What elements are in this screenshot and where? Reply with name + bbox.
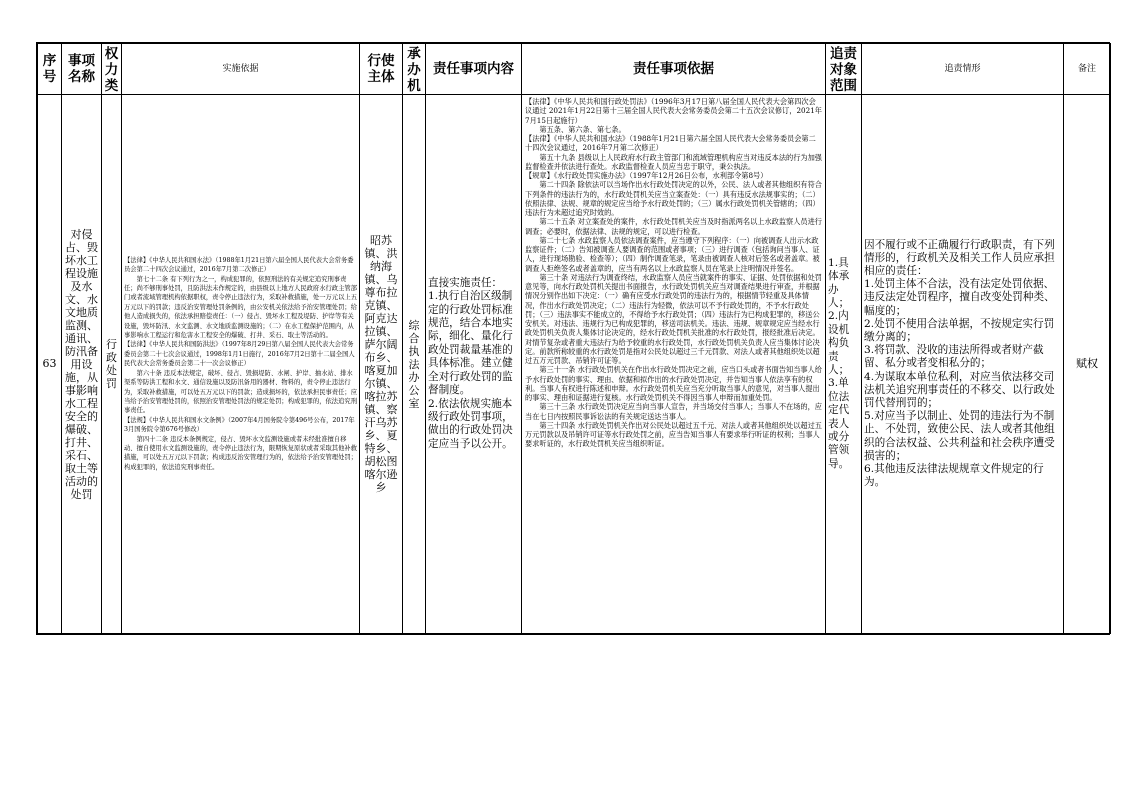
resp-content-line: 2.依法依规实施本级行政处罚事项，做出的行政处罚决定应当予以公开。 [428,397,513,450]
resp-content-line: 直接实施责任： [428,276,503,289]
item-name-text: 对侵占、毁坏水工程设施及水文、水文地质监测、通讯、防汛备用设施，从事影响水工程安全的爆破、打井、采石、取土等活动的处罚 [65,227,98,501]
resp-basis-paragraph: 【法律】《中华人民共和国行政处罚法》（1996年3月17日第八届全国人民代表大会第四次会议通过 2021年1月22日第十三届全国人民代表大会常务委员会第二十五次会议修订，2021年7月15日起施行） [525,97,822,125]
resp-basis-paragraph: 第三十三条 水行政处罚决定应当向当事人宣告，并当场交付当事人；当事人不在场的，应当在七日内按照民事诉讼法的有关规定送达当事人。 [525,402,822,421]
header-remark: 备注 [1064,44,1111,95]
row-basis [122,95,360,634]
basis-paragraph: 【法律】《中华人民共和国防洪法》（1997年8月29日第八届全国人民代表大会常务委员会第二十七次会议通过，1998年1月1日施行，2016年7月2日第十二届全国人民代表大会常务委员会第二十一次会议修正） [124,341,355,368]
pursuit-case-line: 2.处罚不使用合法单据，不按规定实行罚缴分离的； [864,317,1055,343]
pursuit-target-line: 1.具体承办人； [828,256,850,309]
undertaker-text: 综合执法办公室 [408,318,420,410]
resp-basis-paragraph: 第二十四条 除依法可以当场作出水行政处罚决定的以外，公民、法人或者其他组织有符合下列条件的违法行为的，水行政处罚机关应当立案查处：（一）具有违反水法规事实的；（二）依照法律、法规、规章的规定应当给予水行政处罚的；（三）属水行政处罚机关管辖的；（四）违法行为未超过追究时效的。 [525,180,822,217]
resp-basis-paragraph: 【法律】《中华人民共和国水法》（1988年1月21日第六届全国人民代表大会常务委员会第二十四次会议通过，2016年7月第二次修正） [525,134,816,153]
header-seq: 序号 [38,44,62,95]
pursuit-case-line: 1.处罚主体不合法，没有法定处罚依据、违反法定处罚程序，擅自改变处罚种类、幅度的； [864,278,1055,317]
header-row [38,44,1111,95]
resp-content-line: 1.执行自治区级制定的行政处罚标准规范，结合本地实际，细化、量化行政处罚裁量基准的具体标准。建立健全对行政处罚的监督制度。 [428,290,513,397]
resp-basis-paragraph: 第五条、第六条、第七条。 [539,124,626,134]
row-resp-basis [522,95,826,634]
row-item-name [62,95,102,634]
row-seq: 63 [38,95,62,634]
row-power-type [102,95,122,634]
pursuit-case-line: 6.其他违反法律法规规章文件规定的行为。 [864,463,1044,489]
row-pursuit-target [826,95,862,634]
header-resp-basis: 责任事项依据 [522,44,826,95]
header-resp-content: 责任事项内容 [426,44,522,95]
basis-paragraph: 第七十二条 有下列行为之一，构成犯罪的，依照刑法的有关规定追究刑事责任；尚不够刑事处罚，且防洪法未作规定的，由县级以上地方人民政府水行政主管部门或者流域管理机构依据职权，责令停止违法行为，采取补救措施，处一万元以上五万元以下的罚款；违反治安管理处罚条例的，由公安机关依法给予治安管理处罚；给他人造成损失的，依法承担赔偿责任：（一）侵占、毁坏水工程及堤防、护岸等有关设施，毁坏防汛、水文监测、水文地质监测设施的；（二）在水工程保护范围内，从事影响水工程运行和危害水工程安全的爆破、打井、采石、取土等活动的。 [124,275,357,340]
header-basis: 实施依据 [122,44,360,95]
resp-basis-paragraph: 第三十条 对违法行为调查终结，水政监察人员应当就案件的事实、证据、处罚依据和处罚意见等，向水行政处罚机关提出书面报告，水行政处罚机关应当对调查结果进行审查，并根据情况分别作出如下决定：（一）确有应受水行政处罚的违法行为的，根据情节轻重及具体情况，作出水行政处罚决定；（二）违法行为轻微，依法可以不予行政处罚的，不予水行政处罚；（三）违法事实不能成立的，不得给予水行政处罚；（四）违法行为已构成犯罪的，移送公安机关。对违法、违规行为已构成犯罪的，移送司法机关。违法、违规、规章规定应当经水行政处罚机关负责人集体讨论决定的，经水行政处罚机关批准的水行政处罚，报经批准后决定。对情节复杂或者重大违法行为给予较重的水行政处罚，水行政处罚机关负责人应当集体讨论决定。前款所称较重的水行政处罚是指对公民处以超过三千元罚款、对法人或者其他组织处以超过五万元罚款、吊销许可证等。 [525,272,822,365]
table-row [38,95,1111,634]
resp-basis-paragraph: 第三十四条 水行政处罚机关作出对公民处以超过五千元、对法人或者其他组织处以超过五万元罚款以及吊销许可证等水行政处罚之前，应当告知当事人有要求举行听证的权利；当事人要求听证的，水行政处罚机关应当组织听证。 [525,420,822,449]
row-pursuit-cases [862,95,1064,634]
basis-paragraph: 【法律】《中华人民共和国水法》（1988年1月21日第六届全国人民代表大会常务委员会第二十四次会议通过，2016年7月第二次修正） [124,256,354,274]
header-power-type: 权力类 [102,44,122,95]
pursuit-target-line: 2.内设机构负责人； [828,310,850,376]
row-remark: 赋权 [1064,95,1111,634]
resp-basis-paragraph: 第五十九条 县级以上人民政府水行政主管部门和流域管理机构应当对违反本法的行为加强监督检查并依法进行查处。水政监督检查人员应当忠于职守，秉公执法。 [525,152,822,171]
resp-basis-paragraph: 第三十一条 水行政处罚机关在作出水行政处罚决定之前，应当口头或者书面告知当事人给予水行政处罚的事实、理由、依据和拟作出的水行政处罚决定，并告知当事人依法享有的权利。当事人有权进行陈述和申辩。水行政处罚机关应当充分听取当事人的意见，对当事人提出的事实、理由和证据进行复核。水行政处罚机关不得因当事人申辩而加重处罚。 [525,365,822,402]
basis-paragraph: 第六十条 违反本法规定，破坏、侵占、毁损堤防、水闸、护岸、抽水站、排水渠系等防洪工程和水文、通信设施以及防汛备用的器材、物料的，责令停止违法行为，采取补救措施，可以处五万元以下的罚款；造成损坏的，依法承担民事责任；应当给予治安管理处罚的，依照治安管理处罚法的规定处罚；构成犯罪的，依法追究刑事责任。 [124,369,357,415]
row-subject [360,95,403,634]
header-item-name: 事项名称 [62,44,102,95]
subject-text: 昭苏镇、洪纳海镇、乌尊布拉克镇、阿克达拉镇、萨尔阔布乡、喀夏加尔镇、喀拉苏镇、察汗乌苏乡、夏特乡、胡松图喀尔逊乡 [364,234,398,494]
responsibility-table [36,42,1110,635]
row-resp-content [426,95,522,634]
power-type-text: 行政处罚 [106,338,117,390]
header-pursuit-cases: 追责情形 [862,44,1064,95]
resp-basis-paragraph: 【规章】《水行政处罚实施办法》（1997年12月26日公布，水利部令第8号） [525,171,768,180]
pursuit-case-line: 5.对应当予以制止、处罚的违法行为不制止、不处罚，致使公民、法人或者其他组织的合法权益、公共利益和社会秩序遭受损害的； [864,410,1055,462]
basis-paragraph: 第四十二条 违反本条例规定，侵占、毁坏水文监测设施或者未经批准擅自移动、擅自使用水文监测设施的，责令停止违法行为，限期恢复原状或者采取其他补救措施，可以处五万元以下罚款；构成违反治安管理行为的，依法给予治安管理处罚；构成犯罪的，依法追究刑事责任。 [124,435,357,471]
basis-paragraph: 【法规】《中华人民共和国水文条例》（2007年4月国务院令第496号公布，2017年3月国务院令第676号修改） [124,416,355,434]
resp-basis-paragraph: 第二十五条 对立案查处的案件，水行政处罚机关应当及时指派两名以上水政监察人员进行调查；必要时，依据法律、法规的规定，可以进行检查。 [525,217,822,236]
pursuit-case-line: 3.将罚款、没收的违法所得或者财产截留、私分或者变相私分的； [864,344,1044,370]
pursuit-case-line: 4.为谋取本单位私利，对应当依法移交司法机关追究刑事责任的不移交、以行政处罚代替刑罚的； [864,370,1055,409]
header-undertaker: 承办机 [403,44,426,95]
header-subject: 行使主体 [360,44,403,95]
header-pursuit-target: 追责对象范围 [826,44,862,95]
pursuit-case-line: 因不履行或不正确履行行政职责，有下列情形的，行政机关及相关工作人员应承担相应的责任： [864,238,1055,277]
row-undertaker [403,95,426,634]
resp-basis-paragraph: 第二十七条 水政监察人员依法调查案件，应当遵守下列程序：（一）向被调查人出示水政监察证件；（二）告知被调查人要调查的范围或者事项；（三）进行调查（包括询问当事人、证人，进行现场勘验、检查等）；（四）制作调查笔录，笔录由被调查人核对后签名或者盖章。被调查人拒绝签名或者盖章的，应当有两名以上水政监察人员在笔录上注明情况并签名。 [525,235,820,273]
pursuit-target-line: 3.单位法定代表人或分管领导。 [828,377,850,470]
